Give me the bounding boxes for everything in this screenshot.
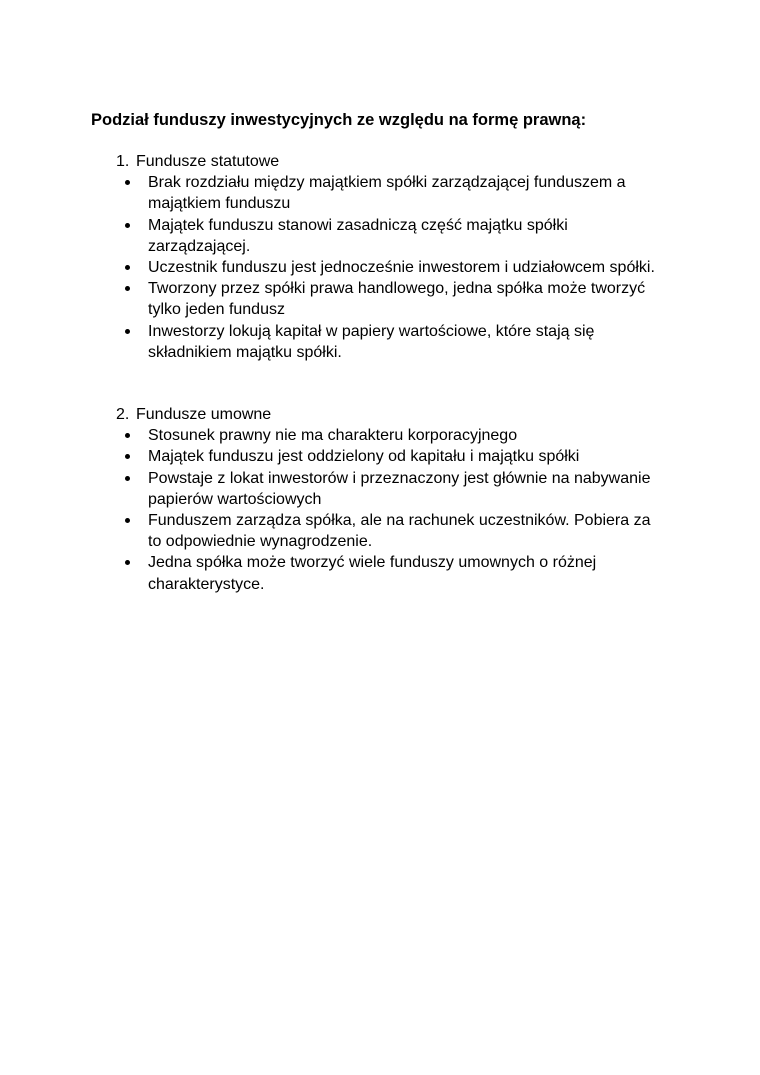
section-title: Fundusze statutowe (136, 153, 280, 170)
bullet-icon (123, 510, 148, 552)
list-item-text: Stosunek prawny nie ma charakteru korporacyjnego (148, 427, 518, 445)
list-item-text: Funduszem zarządza spółka, ale na rachunek uczestników. Pobiera za to odpowiednie wynagrodzenie. (148, 512, 651, 551)
list-item-text: Powstaje z lokat inwestorów i przeznaczony jest głównie na nabywanie papierów wartościowych (148, 469, 651, 508)
bullet-icon (123, 172, 148, 214)
bullet-icon (123, 425, 148, 446)
list-item (123, 278, 676, 320)
list-item (123, 172, 676, 214)
bullet-icon (123, 552, 148, 594)
bullet-icon (123, 468, 148, 510)
list-item (123, 510, 676, 552)
list-item (123, 552, 676, 594)
section-fundusze-umowne (116, 404, 676, 595)
section-title: Fundusze umowne (136, 406, 272, 423)
list-item-text: Jedna spółka może tworzyć wiele funduszy umownych o różnej charakterystyce. (148, 554, 597, 593)
section-fundusze-statutowe (116, 151, 676, 363)
list-item-text: Inwestorzy lokują kapitał w papiery wartościowe, które stają się składnikiem majątku spółki. (148, 322, 595, 361)
list-item-text: Majątek funduszu jest oddzielony od kapitału i majątku spółki (148, 448, 580, 466)
bullet-icon (123, 215, 148, 257)
section-number: 1. (116, 153, 130, 170)
list-item (123, 321, 676, 363)
bullet-icon (123, 321, 148, 363)
bullet-icon (123, 257, 148, 278)
section-heading (116, 151, 676, 172)
bullet-list (116, 172, 676, 363)
bullet-icon (123, 446, 148, 467)
list-item (123, 215, 676, 257)
list-item (123, 257, 676, 278)
list-item (123, 446, 676, 467)
list-item (123, 425, 676, 446)
bullet-icon (123, 278, 148, 320)
list-item-text: Majątek funduszu stanowi zasadniczą część majątku spółki zarządzającej. (148, 216, 568, 255)
list-item-text: Brak rozdziału między majątkiem spółki zarządzającej funduszem a majątkiem funduszu (148, 174, 626, 213)
list-item-text: Uczestnik funduszu jest jednocześnie inwestorem i udziałowcem spółki. (148, 259, 655, 277)
document-title: Podział funduszy inwestycyjnych ze względu na formę prawną: (91, 111, 587, 129)
bullet-list (116, 425, 676, 595)
list-item-text: Tworzony przez spółki prawa handlowego, jedna spółka może tworzyć tylko jeden fundusz (148, 280, 646, 319)
list-item (123, 468, 676, 510)
section-number: 2. (116, 406, 130, 423)
section-heading (116, 404, 676, 425)
